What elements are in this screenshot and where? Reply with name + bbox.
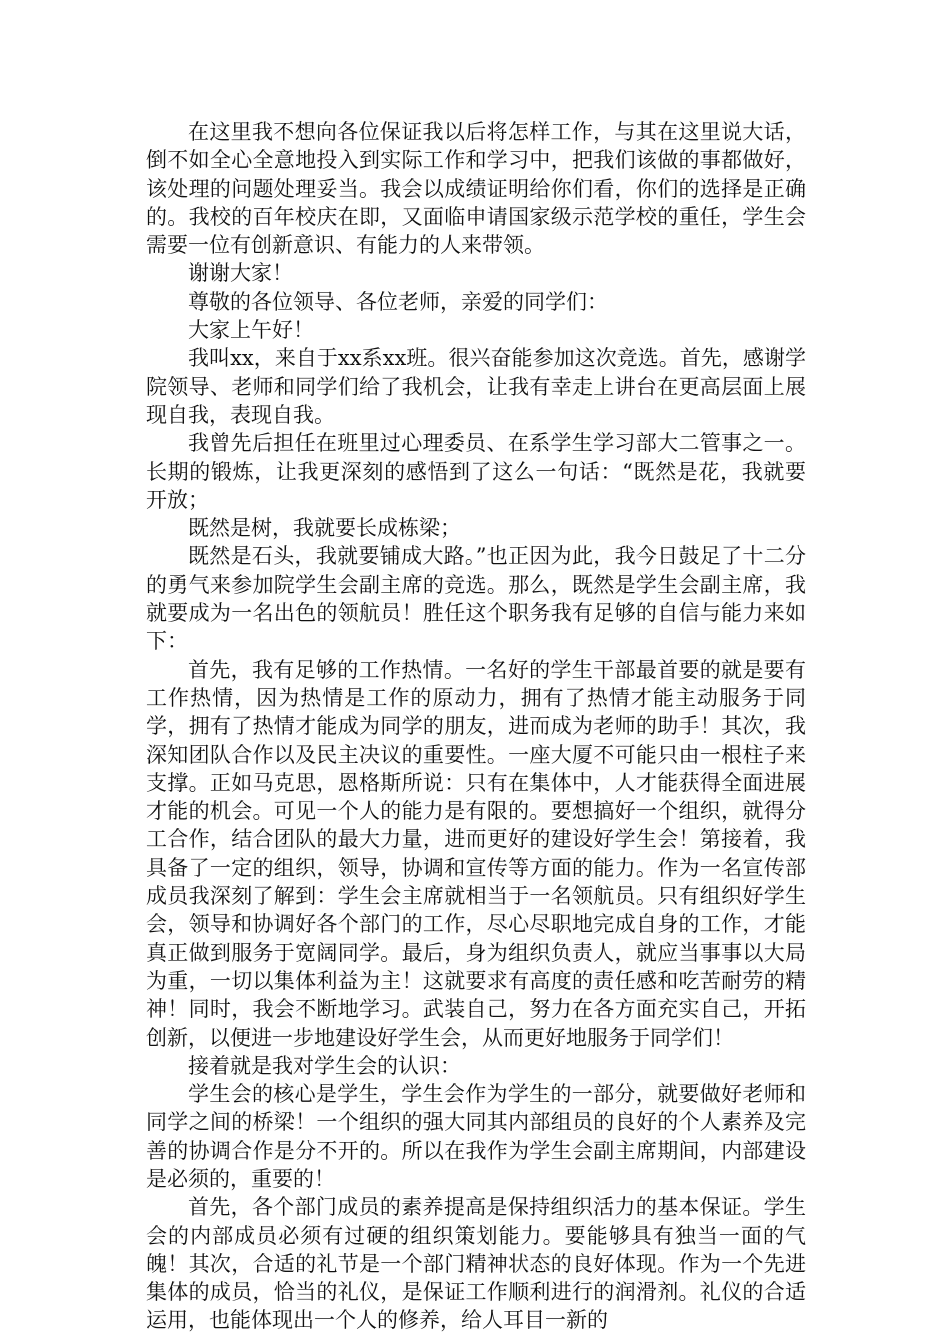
paragraph: 大家上午好！ xyxy=(188,318,314,343)
paragraph: 尊敬的各位领导、各位老师，亲爱的同学们： xyxy=(188,289,608,314)
paragraph: 首先，我有足够的工作热情。一名好的学生干部最首要的就是要有工作热情，因为热情是工作的原动力，拥有了热情才能主动服务于同学，拥有了热情才能成为同学的朋友，进而成为老师的助手！其次，我深知团队合作以及民主决议的重要性。一座大厦不可能只由一根柱子来支撑。正如马克思，恩格斯所说：只有在集体中，人才能获得全面进展才能的机会。可见一个人的能力是有限的。要想搞好一个组织，就得分工合作，结合团队的最大力量，进而更好的建设好学生会！第接着，我具备了一定的组织，领导，协调和宣传等方面的能力。作为一名宣传部成员我深刻了解到：学生会主席就相当于一名领航员。只有组织好学生会，领导和协调好各个部门的工作，尽心尽职地完成自身的工作，才能真正做到服务于宽阔同学。最后，身为组织负责人，就应当事事以大局为重，一切以集体利益为主！这就要求有高度的责任感和吃苦耐劳的精神！同时，我会不断地学习。武装自己，努力在各方面充实自己，开拓创新，以便进一步地建设好学生会，从而更好地服务于同学们！ xyxy=(146,657,806,1050)
paragraph: 谢谢大家！ xyxy=(188,261,293,286)
paragraph: 学生会的核心是学生，学生会作为学生的一部分，就要做好老师和同学之间的桥梁！一个组织的强大同其内部组员的良好的个人素养及完善的协调合作是分不开的。所以在我作为学生会副主席期间，内部建设是必须的，重要的！ xyxy=(146,1082,806,1191)
paragraph: 接着就是我对学生会的认识： xyxy=(188,1053,461,1078)
paragraph: 既然是树，我就要长成栋梁； xyxy=(188,516,461,541)
paragraph: 我曾先后担任在班里过心理委员、在系学生学习部大二管事之一。长期的锻炼，让我更深刻的感悟到了这么一句话：“既然是花，我就要开放； xyxy=(146,431,806,512)
paragraph: 在这里我不想向各位保证我以后将怎样工作，与其在这里说大话，倒不如全心全意地投入到实际工作和学习中，把我们该做的事都做好，该处理的问题处理妥当。我会以成绩证明给你们看，你们的选择是正确的。我校的百年校庆在即，又面临申请国家级示范学校的重任，学生会需要一位有创新意识、有能力的人来带领。 xyxy=(146,120,806,258)
document-body xyxy=(146,118,806,1335)
paragraph: 既然是石头，我就要铺成大路。”也正因为此，我今日鼓足了十二分的勇气来参加院学生会副主席的竞选。那么，既然是学生会副主席，我就要成为一名出色的领航员！胜任这个职务我有足够的自信与能力来如下： xyxy=(146,544,806,654)
paragraph: 首先，各个部门成员的素养提高是保持组织活力的基本保证。学生会的内部成员必须有过硬的组织策划能力。要能够具有独当一面的气魄！其次，合适的礼节是一个部门精神状态的良好体现。作为一个先进集体的成员，恰当的礼仪，是保证工作顺利进行的润滑剂。礼仪的合适运用，也能体现出一个人的修养，给人耳目一新的 xyxy=(146,1195,806,1333)
paragraph: 我叫xx，来自于xx系xx班。很兴奋能参加这次竞选。首先，感谢学院领导、老师和同学们给了我机会，让我有幸走上讲台在更高层面上展现自我，表现自我。 xyxy=(146,346,806,427)
